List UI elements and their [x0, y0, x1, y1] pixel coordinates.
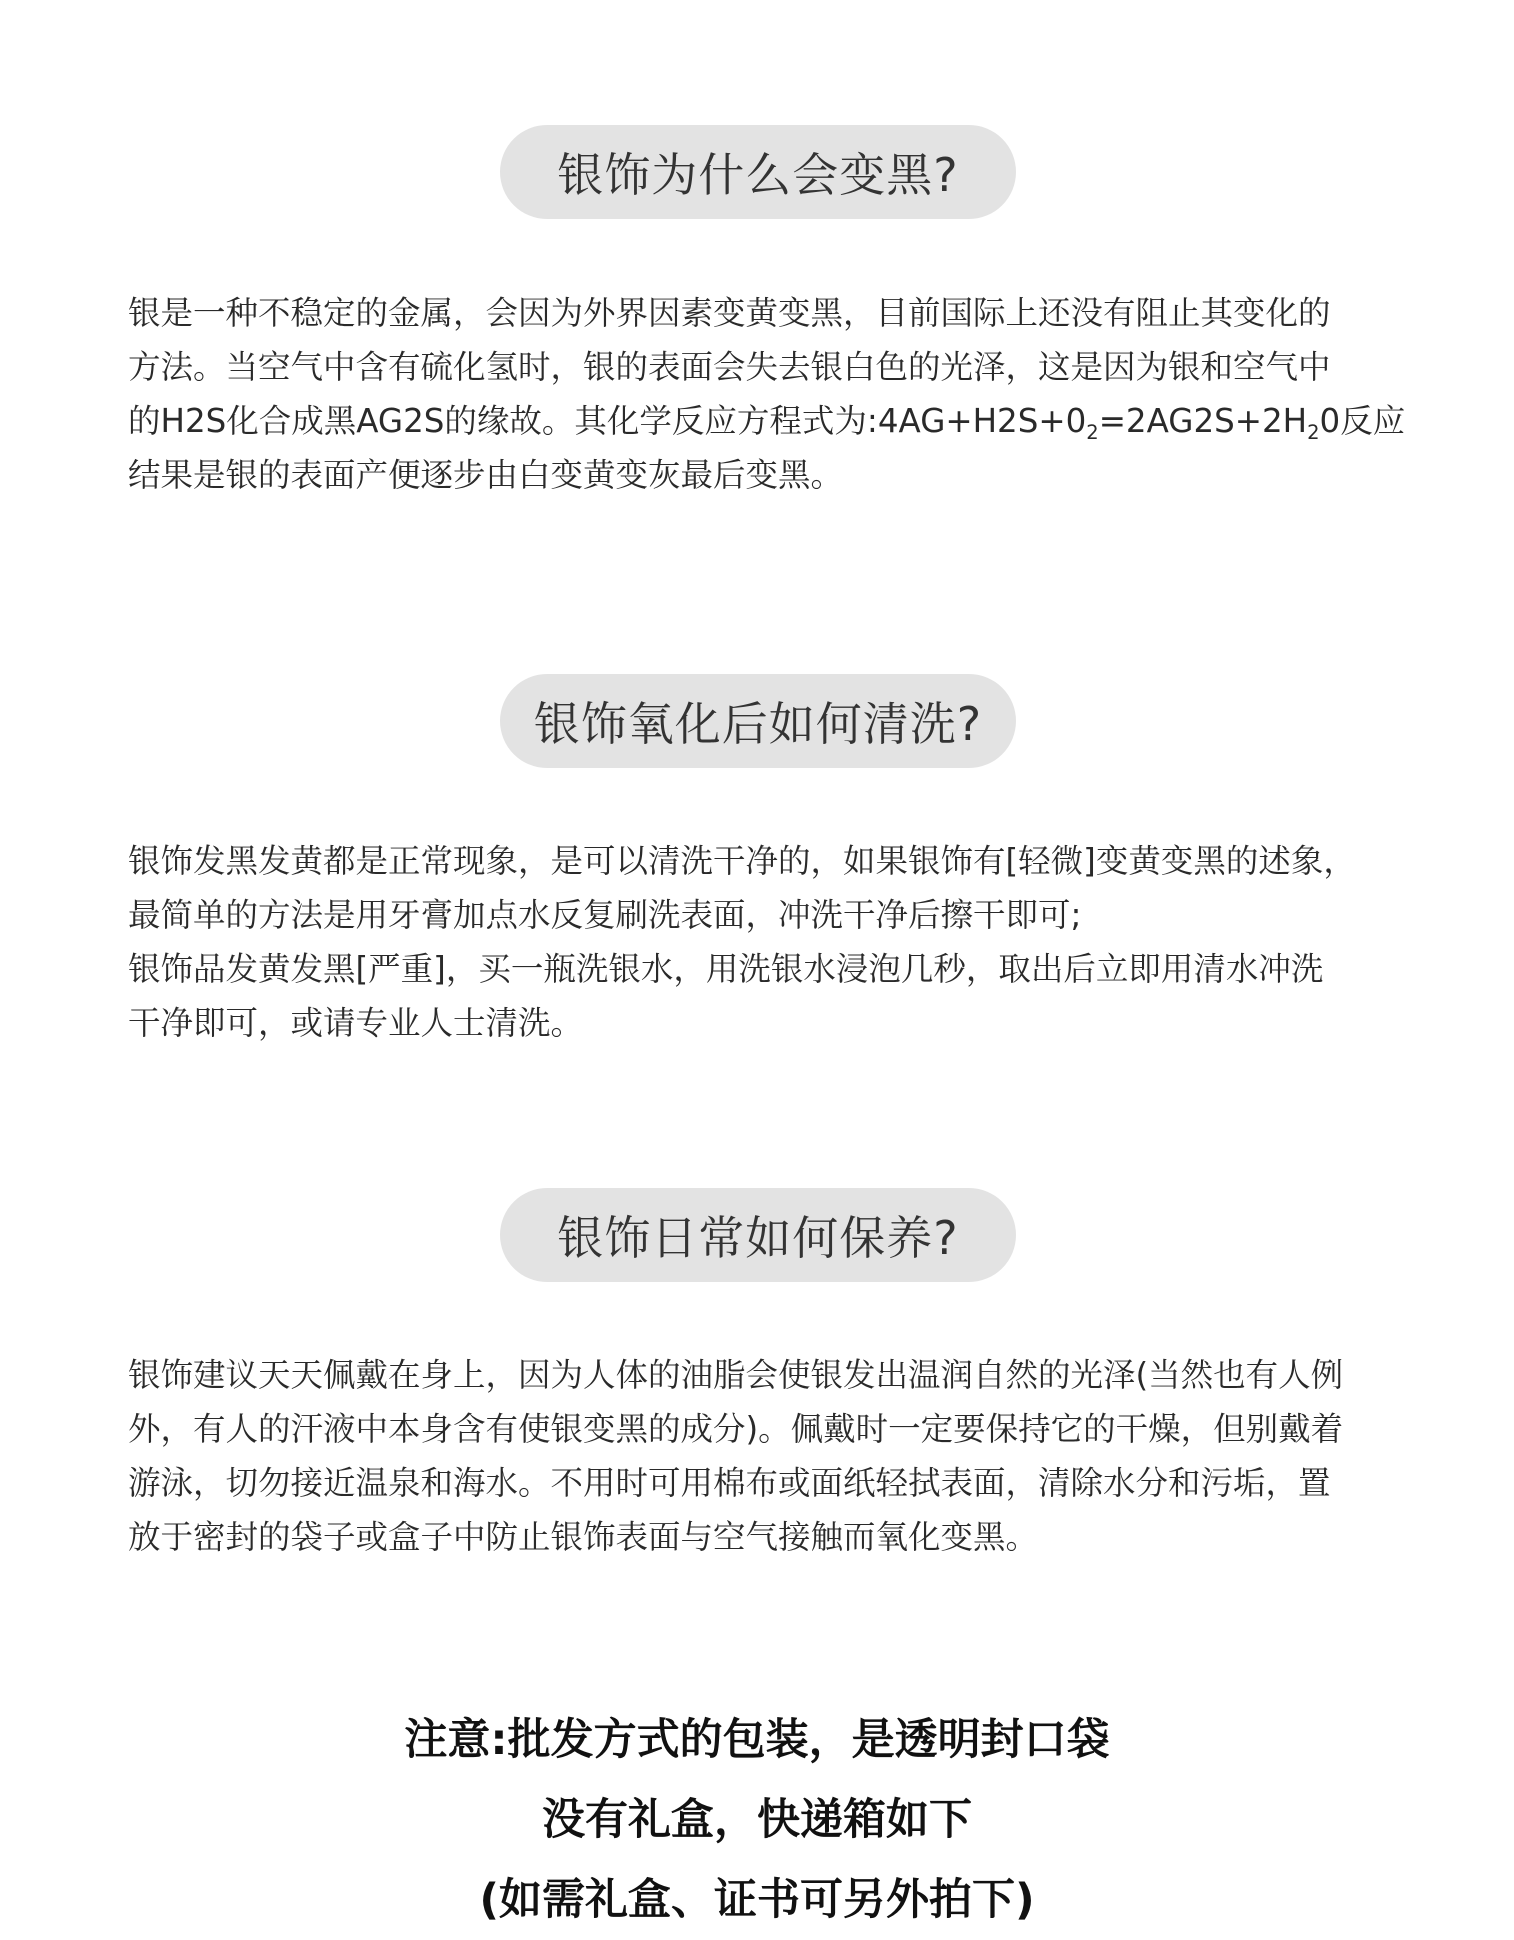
paragraph-line: 银饰发黑发黄都是正常现象，是可以清洗干净的，如果银饰有[轻微]变黄变黑的述象， — [128, 842, 1356, 880]
paragraph-line: 结果是银的表面产便逐步由白变黄变灰最后变黑。 — [128, 456, 844, 494]
notice-line: 没有礼盒，快递箱如下 — [542, 1795, 972, 1845]
formula-subscript: 2 — [1086, 420, 1099, 444]
notice-line: (如需礼盒、证书可另外拍下) — [479, 1875, 1035, 1925]
paragraph-line: 游泳，切勿接近温泉和海水。不用时可用棉布或面纸轻拭表面，清除水分和污垢，置 — [128, 1464, 1331, 1502]
packaging-notice — [0, 1700, 1514, 1940]
paragraph-line: 银饰建议天天佩戴在身上，因为人体的油脂会使银发出温润自然的光泽(当然也有人例 — [128, 1356, 1344, 1394]
section-heading-how-to-clean: 银饰氧化后如何清洗? — [500, 674, 1016, 768]
paragraph-line: 外，有人的汗液中本身含有使银变黑的成分)。佩戴时一定要保持它的干燥，但别戴着 — [128, 1410, 1344, 1448]
formula-middle: =2AG2S+2H — [1098, 402, 1308, 440]
section-body-why-silver-tarnishes — [128, 286, 1406, 502]
section-body-daily-care — [128, 1348, 1398, 1564]
paragraph-line: 银饰品发黄发黑[严重]，买一瓶洗银水，用洗银水浸泡几秒，取出后立即用清水冲洗 — [128, 950, 1324, 988]
notice-line: 注意:批发方式的包装，是透明封口袋 — [404, 1715, 1110, 1765]
paragraph-line: 方法。当空气中含有硫化氢时，银的表面会失去银白色的光泽，这是因为银和空气中 — [128, 348, 1331, 386]
formula-prefix: 的H2S化合成黑AG2S的缘故。其化学反应方程式为:4AG+H2S+0 — [128, 402, 1087, 440]
formula-suffix: 0反应 — [1319, 402, 1406, 440]
paragraph-line: 最简单的方法是用牙膏加点水反复刷洗表面，冲洗干净后擦干即可; — [128, 896, 1082, 934]
section-heading-why-silver-tarnishes: 银饰为什么会变黑? — [500, 125, 1016, 219]
paragraph-line: 干净即可，或请专业人士清洗。 — [128, 1004, 584, 1042]
paragraph-line: 放于密封的袋子或盒子中防止银饰表面与空气接触而氧化变黑。 — [128, 1518, 1039, 1556]
chemical-formula-line — [128, 394, 1406, 448]
section-body-how-to-clean — [128, 834, 1398, 1050]
section-heading-daily-care: 银饰日常如何保养? — [500, 1188, 1016, 1282]
formula-subscript: 2 — [1307, 420, 1320, 444]
paragraph-line: 银是一种不稳定的金属，会因为外界因素变黄变黑，目前国际上还没有阻止其变化的 — [128, 294, 1331, 332]
